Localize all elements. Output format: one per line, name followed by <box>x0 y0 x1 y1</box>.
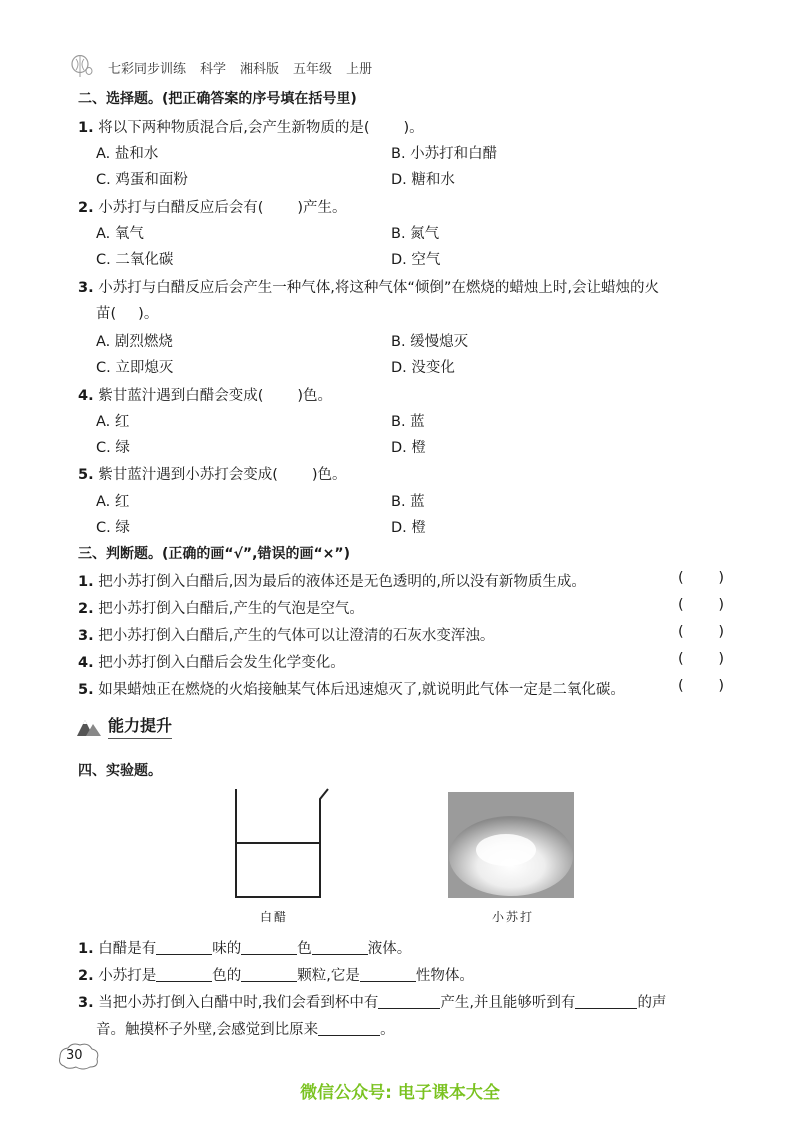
beaker-vinegar-figure <box>232 787 332 899</box>
option-c[interactable]: C. 绿 <box>96 520 130 536</box>
mountain-icon <box>76 715 102 737</box>
header-book: 七彩同步训练 <box>108 61 187 77</box>
judge-answer-paren[interactable]: ( ) <box>678 624 724 640</box>
judge-item: 2. 把小苏打倒入白醋后,产生的气泡是空气。 <box>78 601 364 617</box>
option-a[interactable]: A. 剧烈燃烧 <box>96 334 173 350</box>
baking-soda-photo <box>448 792 574 898</box>
blank-input[interactable] <box>241 940 297 955</box>
judge-item: 1. 把小苏打倒入白醋后,因为最后的液体还是无色透明的,所以没有新物质生成。 <box>78 574 586 590</box>
option-a[interactable]: A. 氧气 <box>96 226 144 242</box>
option-a[interactable]: A. 盐和水 <box>96 146 159 162</box>
option-a[interactable]: A. 红 <box>96 414 130 430</box>
fill-q3-line2: 音。触摸杯子外壁,会感觉到比原来 。 <box>96 1022 395 1038</box>
header-grade: 五年级 <box>293 61 333 77</box>
blank-input[interactable] <box>575 994 637 1009</box>
option-a[interactable]: A. 红 <box>96 494 130 510</box>
caption-vinegar: 白醋 <box>260 910 289 924</box>
q2-5-stem: 5. 紫甘蓝汁遇到小苏打会变成( )色。 <box>78 467 347 483</box>
ability-banner <box>76 712 172 740</box>
judge-item: 5. 如果蜡烛正在燃烧的火焰接触某气体后迅速熄灭了,就说明此气体一定是二氧化碳。 <box>78 682 625 698</box>
blank-input[interactable] <box>312 940 368 955</box>
option-c[interactable]: C. 二氧化碳 <box>96 252 174 268</box>
section4-title: 四、实验题。 <box>78 763 162 779</box>
fill-q2: 2. 小苏打是 色的 颗粒,它是 性物体。 <box>78 968 474 984</box>
q2-2-stem: 2. 小苏打与白醋反应后会有( )产生。 <box>78 200 347 216</box>
judge-item: 3. 把小苏打倒入白醋后,产生的气体可以让澄清的石灰水变浑浊。 <box>78 628 495 644</box>
header-subject: 科学 <box>200 61 227 77</box>
section3-title: 三、判断题。(正确的画“√”,错误的画“×”) <box>78 546 350 562</box>
section2-title: 二、选择题。(把正确答案的序号填在括号里) <box>78 91 357 107</box>
option-b[interactable]: B. 氮气 <box>391 226 440 242</box>
balloon-logo-icon <box>70 55 94 79</box>
judge-answer-paren[interactable]: ( ) <box>678 597 724 613</box>
blank-input[interactable] <box>378 994 440 1009</box>
judge-answer-paren[interactable]: ( ) <box>678 651 724 667</box>
option-c[interactable]: C. 绿 <box>96 440 130 456</box>
footer-watermark: 微信公众号: 电子课本大全 <box>300 1083 500 1103</box>
blank-input[interactable] <box>360 967 416 982</box>
judge-item: 4. 把小苏打倒入白醋后会发生化学变化。 <box>78 655 345 671</box>
fill-q3: 3. 当把小苏打倒入白醋中时,我们会看到杯中有 产生,并且能够听到有 的声 <box>78 995 667 1011</box>
judge-answer-paren[interactable]: ( ) <box>678 678 724 694</box>
caption-baking-soda: 小苏打 <box>492 910 535 924</box>
option-b[interactable]: B. 小苏打和白醋 <box>391 146 498 162</box>
q2-4-stem: 4. 紫甘蓝汁遇到白醋会变成( )色。 <box>78 388 333 404</box>
q2-1-stem: 1. 将以下两种物质混合后,会产生新物质的是( )。 <box>78 120 424 136</box>
option-b[interactable]: B. 蓝 <box>391 494 425 510</box>
q2-3-stem-line2: 苗( )。 <box>96 306 159 322</box>
option-c[interactable]: C. 立即熄灭 <box>96 360 174 376</box>
option-d[interactable]: D. 空气 <box>391 252 441 268</box>
blank-input[interactable] <box>156 967 212 982</box>
fill-q1: 1. 白醋是有 味的 色 液体。 <box>78 941 412 957</box>
header-edition: 湘科版 <box>240 61 280 77</box>
judge-answer-paren[interactable]: ( ) <box>678 570 724 586</box>
option-b[interactable]: B. 蓝 <box>391 414 425 430</box>
page-number: 30 <box>66 1048 83 1063</box>
blank-input[interactable] <box>318 1021 380 1036</box>
page-number-badge <box>56 1040 102 1072</box>
q2-3-stem: 3. 小苏打与白醋反应后会产生一种气体,将这种气体“倾倒”在燃烧的蜡烛上时,会让蜡烛的火 <box>78 280 659 296</box>
blank-input[interactable] <box>156 940 212 955</box>
option-b[interactable]: B. 缓慢熄灭 <box>391 334 469 350</box>
blank-input[interactable] <box>241 967 297 982</box>
option-d[interactable]: D. 橙 <box>391 520 426 536</box>
option-d[interactable]: D. 糖和水 <box>391 172 455 188</box>
page-header <box>70 55 386 79</box>
option-d[interactable]: D. 橙 <box>391 440 426 456</box>
option-c[interactable]: C. 鸡蛋和面粉 <box>96 172 188 188</box>
option-d[interactable]: D. 没变化 <box>391 360 455 376</box>
ability-title: 能力提升 <box>108 713 172 739</box>
header-volume: 上册 <box>346 61 373 77</box>
